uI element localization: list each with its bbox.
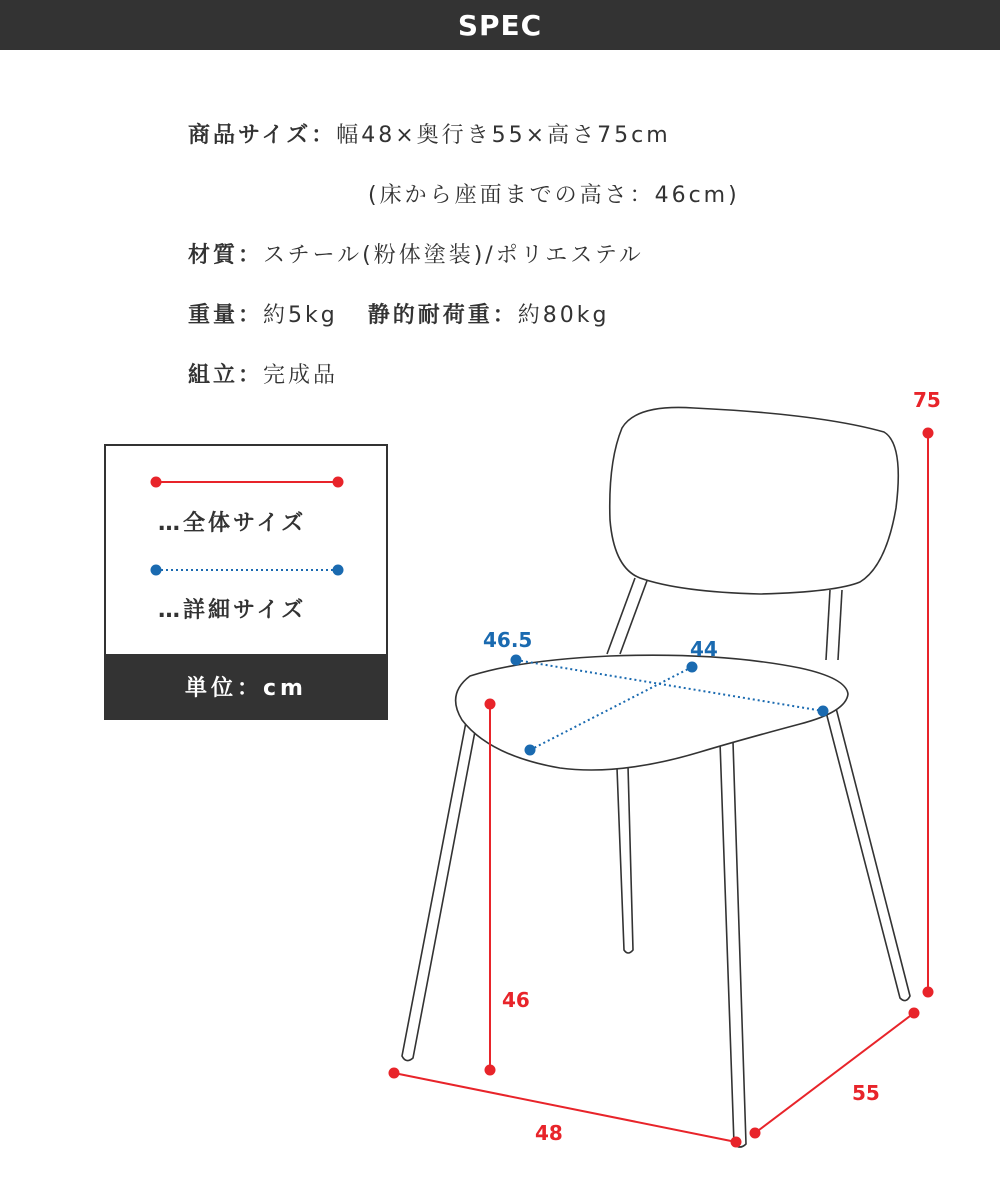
backrest	[610, 407, 899, 594]
header-title: SPEC	[457, 8, 543, 42]
chair-drawing	[402, 407, 910, 1147]
material-value: スチール(粉体塗装)/ポリエステル	[263, 243, 644, 268]
seat-height-note: (床から座面までの高さ：46cm)	[368, 183, 740, 208]
rear-leg-left	[617, 766, 633, 953]
back-frame-left	[620, 578, 648, 654]
seat-width-label: 46.5	[483, 628, 533, 652]
back-frame-left-inner	[607, 578, 635, 654]
seat	[456, 655, 848, 770]
size-label: 商品サイズ：	[188, 123, 337, 148]
seat-depth-label: 44	[690, 637, 718, 661]
rear-leg-right	[826, 708, 910, 1001]
height-label: 75	[913, 388, 941, 412]
width-label: 48	[535, 1121, 563, 1145]
material-label: 材質：	[188, 243, 264, 268]
height-dimension	[913, 388, 941, 998]
assembly-label: 組立：	[188, 363, 264, 388]
legend-overall-label: …全体サイズ	[158, 511, 307, 536]
width-dimension	[389, 1068, 742, 1148]
front-leg-left	[402, 722, 476, 1061]
depth-label: 55	[852, 1081, 880, 1105]
legend-detail-label: …詳細サイズ	[158, 598, 307, 623]
weight-label: 重量：	[188, 303, 264, 328]
size-value: 幅48×奥行き55×高さ75cm	[336, 123, 671, 148]
weight-value: 約5kg	[263, 303, 338, 328]
legend-unit-label: 単位：cm	[185, 675, 307, 701]
load-value: 約80kg	[517, 303, 610, 328]
back-frame-right-inner	[826, 590, 830, 660]
load-label: 静的耐荷重：	[367, 303, 518, 328]
assembly-value: 完成品	[263, 363, 339, 388]
back-frame-right	[838, 590, 842, 660]
front-leg-right	[720, 736, 746, 1147]
seat-height-label: 46	[502, 988, 530, 1012]
depth-dimension	[750, 1008, 920, 1139]
